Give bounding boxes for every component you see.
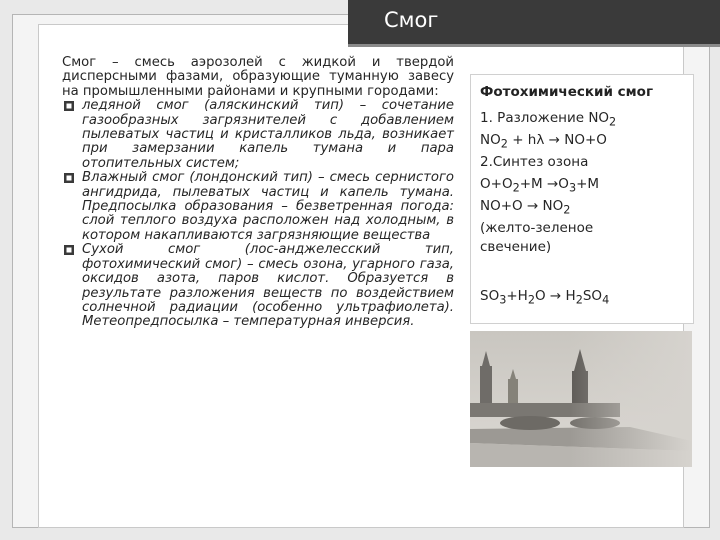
bullet-item-1	[62, 99, 454, 171]
bullet-icon	[63, 100, 75, 112]
reaction-1: $NO_2 + h\lambda \to NO+O$	[480, 132, 607, 151]
step-2-line: 2.Синтез озона	[480, 154, 589, 170]
bullet-text-1: ледяной смог (аляскинский тип) – сочетание газообразных загрязнителей с добавлением пылеватых частиц и кристалликов льда, возникает при замерзании капель тумана и пара отопительных систем;	[82, 98, 454, 171]
reaction-3: $NO+O \to NO_2$	[480, 198, 571, 217]
intro-paragraph: Смог – смесь аэрозолей с жидкой и твердой дисперсными фазами, образующие туманную завесу на промышленными районами и крупными городами:	[62, 55, 454, 99]
slide-title: Смог	[384, 8, 439, 32]
bullet-icon	[63, 244, 75, 256]
main-text-block	[62, 56, 454, 330]
bullet-item-2	[62, 171, 454, 243]
reaction-3-note-1: (желто-зеленое	[480, 220, 594, 236]
step-1-line: 1. Разложение $NO_2$	[480, 110, 617, 129]
bullet-icon	[63, 172, 75, 184]
sidebar-title: Фотохимический смог	[480, 84, 653, 100]
reaction-2: $O+O_2+M \to O_3+M$	[480, 176, 600, 195]
bullet-text-3: Сухой смог (лос-анджелесский тип, фотохимический смог) – смесь озона, угарного газа, оксидов азота, паров кислот. Образуется в результате разложения веществ по воздействием солнечной радиации (особенно ультрафиолета). Метеопредпосылка – температурная инверсия.	[82, 242, 454, 330]
bullet-text-2: Влажный смог (лондонский тип) – смесь сернистого ангидрида, пылеватых частиц и капель тумана. Предпосылка образования – безветренная погода: слой теплого воздуха расположен над холодным, в котором накапливаются загрязняющие вещества	[82, 170, 454, 243]
smog-city-photo	[470, 331, 692, 467]
reaction-4: $SO_3+H_2O \to H_2SO_4$	[480, 288, 610, 307]
bullet-item-3	[62, 243, 454, 329]
reaction-3-note-2: свечение)	[480, 239, 552, 255]
